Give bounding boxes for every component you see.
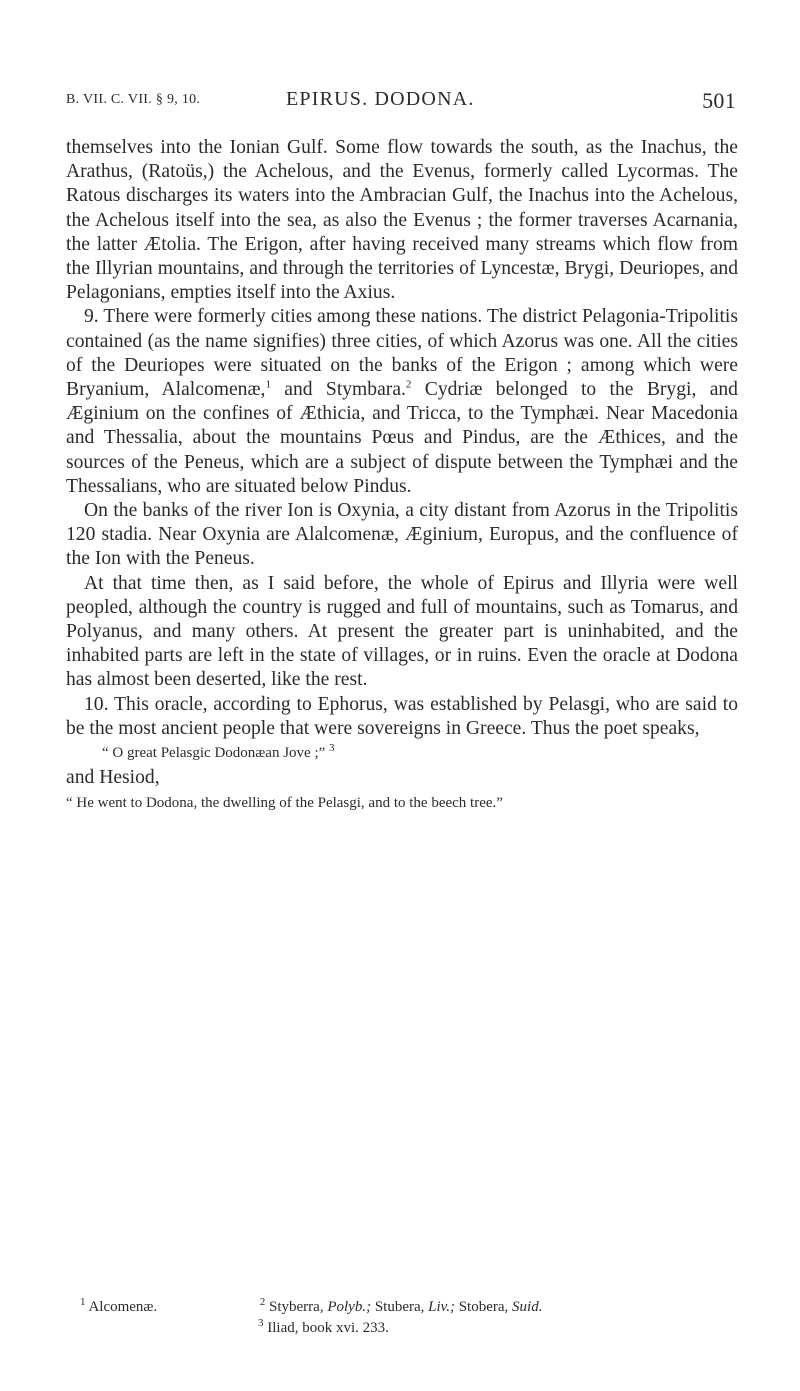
footnote-ref: 1 (265, 378, 271, 391)
text-run: and Stymbara. (270, 379, 406, 401)
footnotes (66, 1297, 746, 1339)
paragraph-rivers: themselves into the Ionian Gulf. Some flow towards the south, as the Inachus, the Arathus, (Ratoüs,) the Achelous, and the Evenus, formerly called Lycormas. The Ratous discharges its waters into the Ambracian Gulf, the Inachus into the Achelous, the Achelous itself into the sea, as also the Evenus ; the former traverses Acarnania, the latter Ætolia. The Erigon, after having received many streams which flow from the Illyrian mountains, and through the territories of Lyncestæ, Brygi, Deuriopes, and Pelagonians, empties itself into the Axius. (66, 137, 738, 304)
footnote-number: 1 (80, 1296, 86, 1308)
text-run: Cydriæ belonged to the Brygi, and Æginium on the confines of Æthicia, and Tricca, to the Tymphæi. Near Macedonia and Thessalia, about the mountains Pœus and Pindus, are the Æthices, and the sources of the Peneus, which are a subject of dispute between the Tymphæi and the Thessalians, who are situated below Pindus. (66, 379, 738, 497)
footnote-text: Liv.; (428, 1299, 455, 1315)
running-title: EPIRUS. DODONA. (286, 88, 475, 110)
footnote-2 (260, 1297, 543, 1318)
footnote-text: Suid. (512, 1299, 543, 1315)
footnote-text: Stubera, (374, 1299, 425, 1315)
page-number: 501 (702, 88, 736, 113)
running-header (66, 88, 736, 118)
footnote-text: Alcomenæ. (88, 1299, 158, 1315)
footnote-number: 2 (259, 1296, 266, 1308)
footnote-text: Iliad, book xvi. 233. (267, 1320, 389, 1336)
text-run: 9. There were formerly cities among these nations. The district Pelagonia-Tripolitis contained (as the name signifies) three cities, of which Azorus was one. All the cities of the Deuriopes were situated on the banks of the Erigon ; among which were Bryanium, Alalcomenæ, (66, 306, 738, 401)
section-reference: B. VII. C. VII. § 9, 10. (66, 92, 201, 107)
footnote-3 (66, 1318, 389, 1339)
paragraph-section-9 (66, 305, 738, 499)
footnote-row (66, 1297, 746, 1318)
page-body (66, 136, 738, 814)
quote-text: “ O great Pelasgic Dodonæan Jove ;” (102, 745, 326, 762)
paragraph-section-10: 10. This oracle, according to Ephorus, was established by Pelasgi, who are said to be the most ancient people that were sovereigns in Greece. Thus the poet speaks, (66, 693, 738, 739)
footnote-row (66, 1318, 746, 1339)
paragraph-epirus: At that time then, as I said before, the whole of Epirus and Illyria were well peopled, although the country is rugged and full of mountains, such as Tomarus, and Polyanus, and many others. At present the greater part is uninhabited, and the inhabited parts are left in the state of villages, or in ruins. Even the oracle at Dodona has almost been deserted, like the rest. (66, 572, 738, 691)
footnote-ref: 2 (405, 378, 412, 391)
and-hesiod: and Hesiod, (66, 767, 160, 789)
footnote-1 (66, 1297, 256, 1318)
quote-hesiod: “ He went to Dodona, the dwelling of the Pelasgi, and to the beech tree.” (66, 795, 503, 812)
footnote-number: 3 (258, 1317, 264, 1329)
footnote-text: Styberra, (269, 1299, 324, 1315)
footnote-text: Polyb.; (327, 1299, 372, 1315)
quote-homer (66, 742, 738, 764)
paragraph-oxynia: On the banks of the river Ion is Oxynia, a city distant from Azorus in the Tripolitis 120 stadia. Near Oxynia are Alalcomenæ, Æginium, Europus, and the confluence of the Ion with the Peneus. (66, 500, 738, 570)
footnote-text: Stobera, (458, 1299, 509, 1315)
footnote-ref: 3 (329, 742, 335, 755)
